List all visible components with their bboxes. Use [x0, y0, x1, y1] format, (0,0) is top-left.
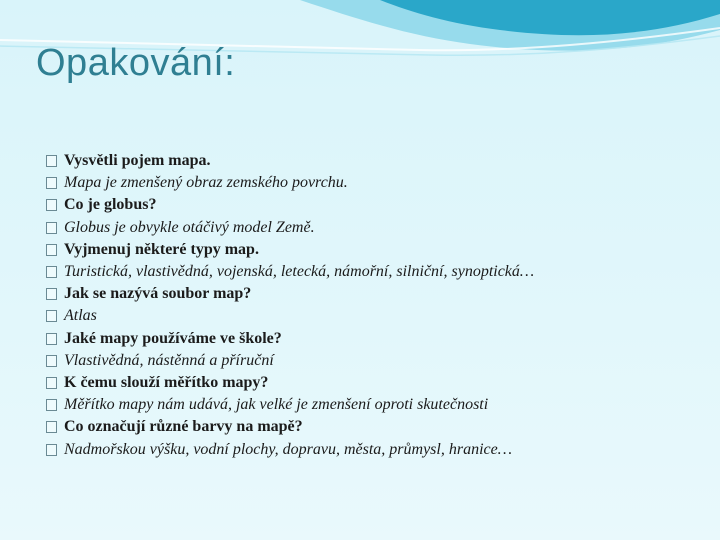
- list-item: [46, 172, 706, 194]
- list-item: [46, 261, 706, 283]
- square-bullet-icon: [46, 421, 57, 433]
- list-item: [46, 328, 706, 350]
- answer-text: Globus je obvykle otáčivý model Země.: [64, 218, 315, 236]
- list-item: [46, 438, 706, 460]
- list-item: [46, 283, 706, 305]
- square-bullet-icon: [46, 244, 57, 256]
- list-item: [46, 305, 706, 327]
- square-bullet-icon: [46, 199, 57, 211]
- list-item: [46, 194, 706, 216]
- answer-text: Měřítko mapy nám udává, jak velké je zmenšení oproti skutečnosti: [64, 396, 489, 414]
- question-text: Co označují různé barvy na mapě?: [64, 418, 303, 436]
- question-text: Co je globus?: [64, 196, 157, 214]
- question-text: Jak se nazývá soubor map?: [64, 285, 252, 303]
- square-bullet-icon: [46, 377, 57, 389]
- bullet-list: [46, 150, 706, 461]
- square-bullet-icon: [46, 444, 57, 456]
- question-text: Vyjmenuj některé typy map.: [64, 240, 259, 258]
- slide-title: Opakování:: [36, 42, 236, 84]
- list-item: [46, 416, 706, 438]
- square-bullet-icon: [46, 310, 57, 322]
- square-bullet-icon: [46, 222, 57, 234]
- list-item: [46, 394, 706, 416]
- square-bullet-icon: [46, 399, 57, 411]
- answer-text: Turistická, vlastivědná, vojenská, letecká, námořní, silniční, synoptická…: [64, 263, 535, 281]
- square-bullet-icon: [46, 333, 57, 345]
- answer-text: Atlas: [64, 307, 97, 325]
- list-item: [46, 217, 706, 239]
- question-text: Jaké mapy používáme ve škole?: [64, 329, 282, 347]
- list-item: [46, 372, 706, 394]
- list-item: [46, 150, 706, 172]
- square-bullet-icon: [46, 155, 57, 167]
- question-text: Vysvětli pojem mapa.: [64, 152, 211, 170]
- answer-text: Mapa je zmenšený obraz zemského povrchu.: [64, 174, 348, 192]
- list-item: [46, 239, 706, 261]
- square-bullet-icon: [46, 288, 57, 300]
- square-bullet-icon: [46, 266, 57, 278]
- list-item: [46, 350, 706, 372]
- answer-text: Nadmořskou výšku, vodní plochy, dopravu, města, průmysl, hranice…: [64, 440, 512, 458]
- square-bullet-icon: [46, 177, 57, 189]
- answer-text: Vlastivědná, nástěnná a příruční: [64, 351, 274, 369]
- square-bullet-icon: [46, 355, 57, 367]
- question-text: K čemu slouží měřítko mapy?: [64, 373, 269, 391]
